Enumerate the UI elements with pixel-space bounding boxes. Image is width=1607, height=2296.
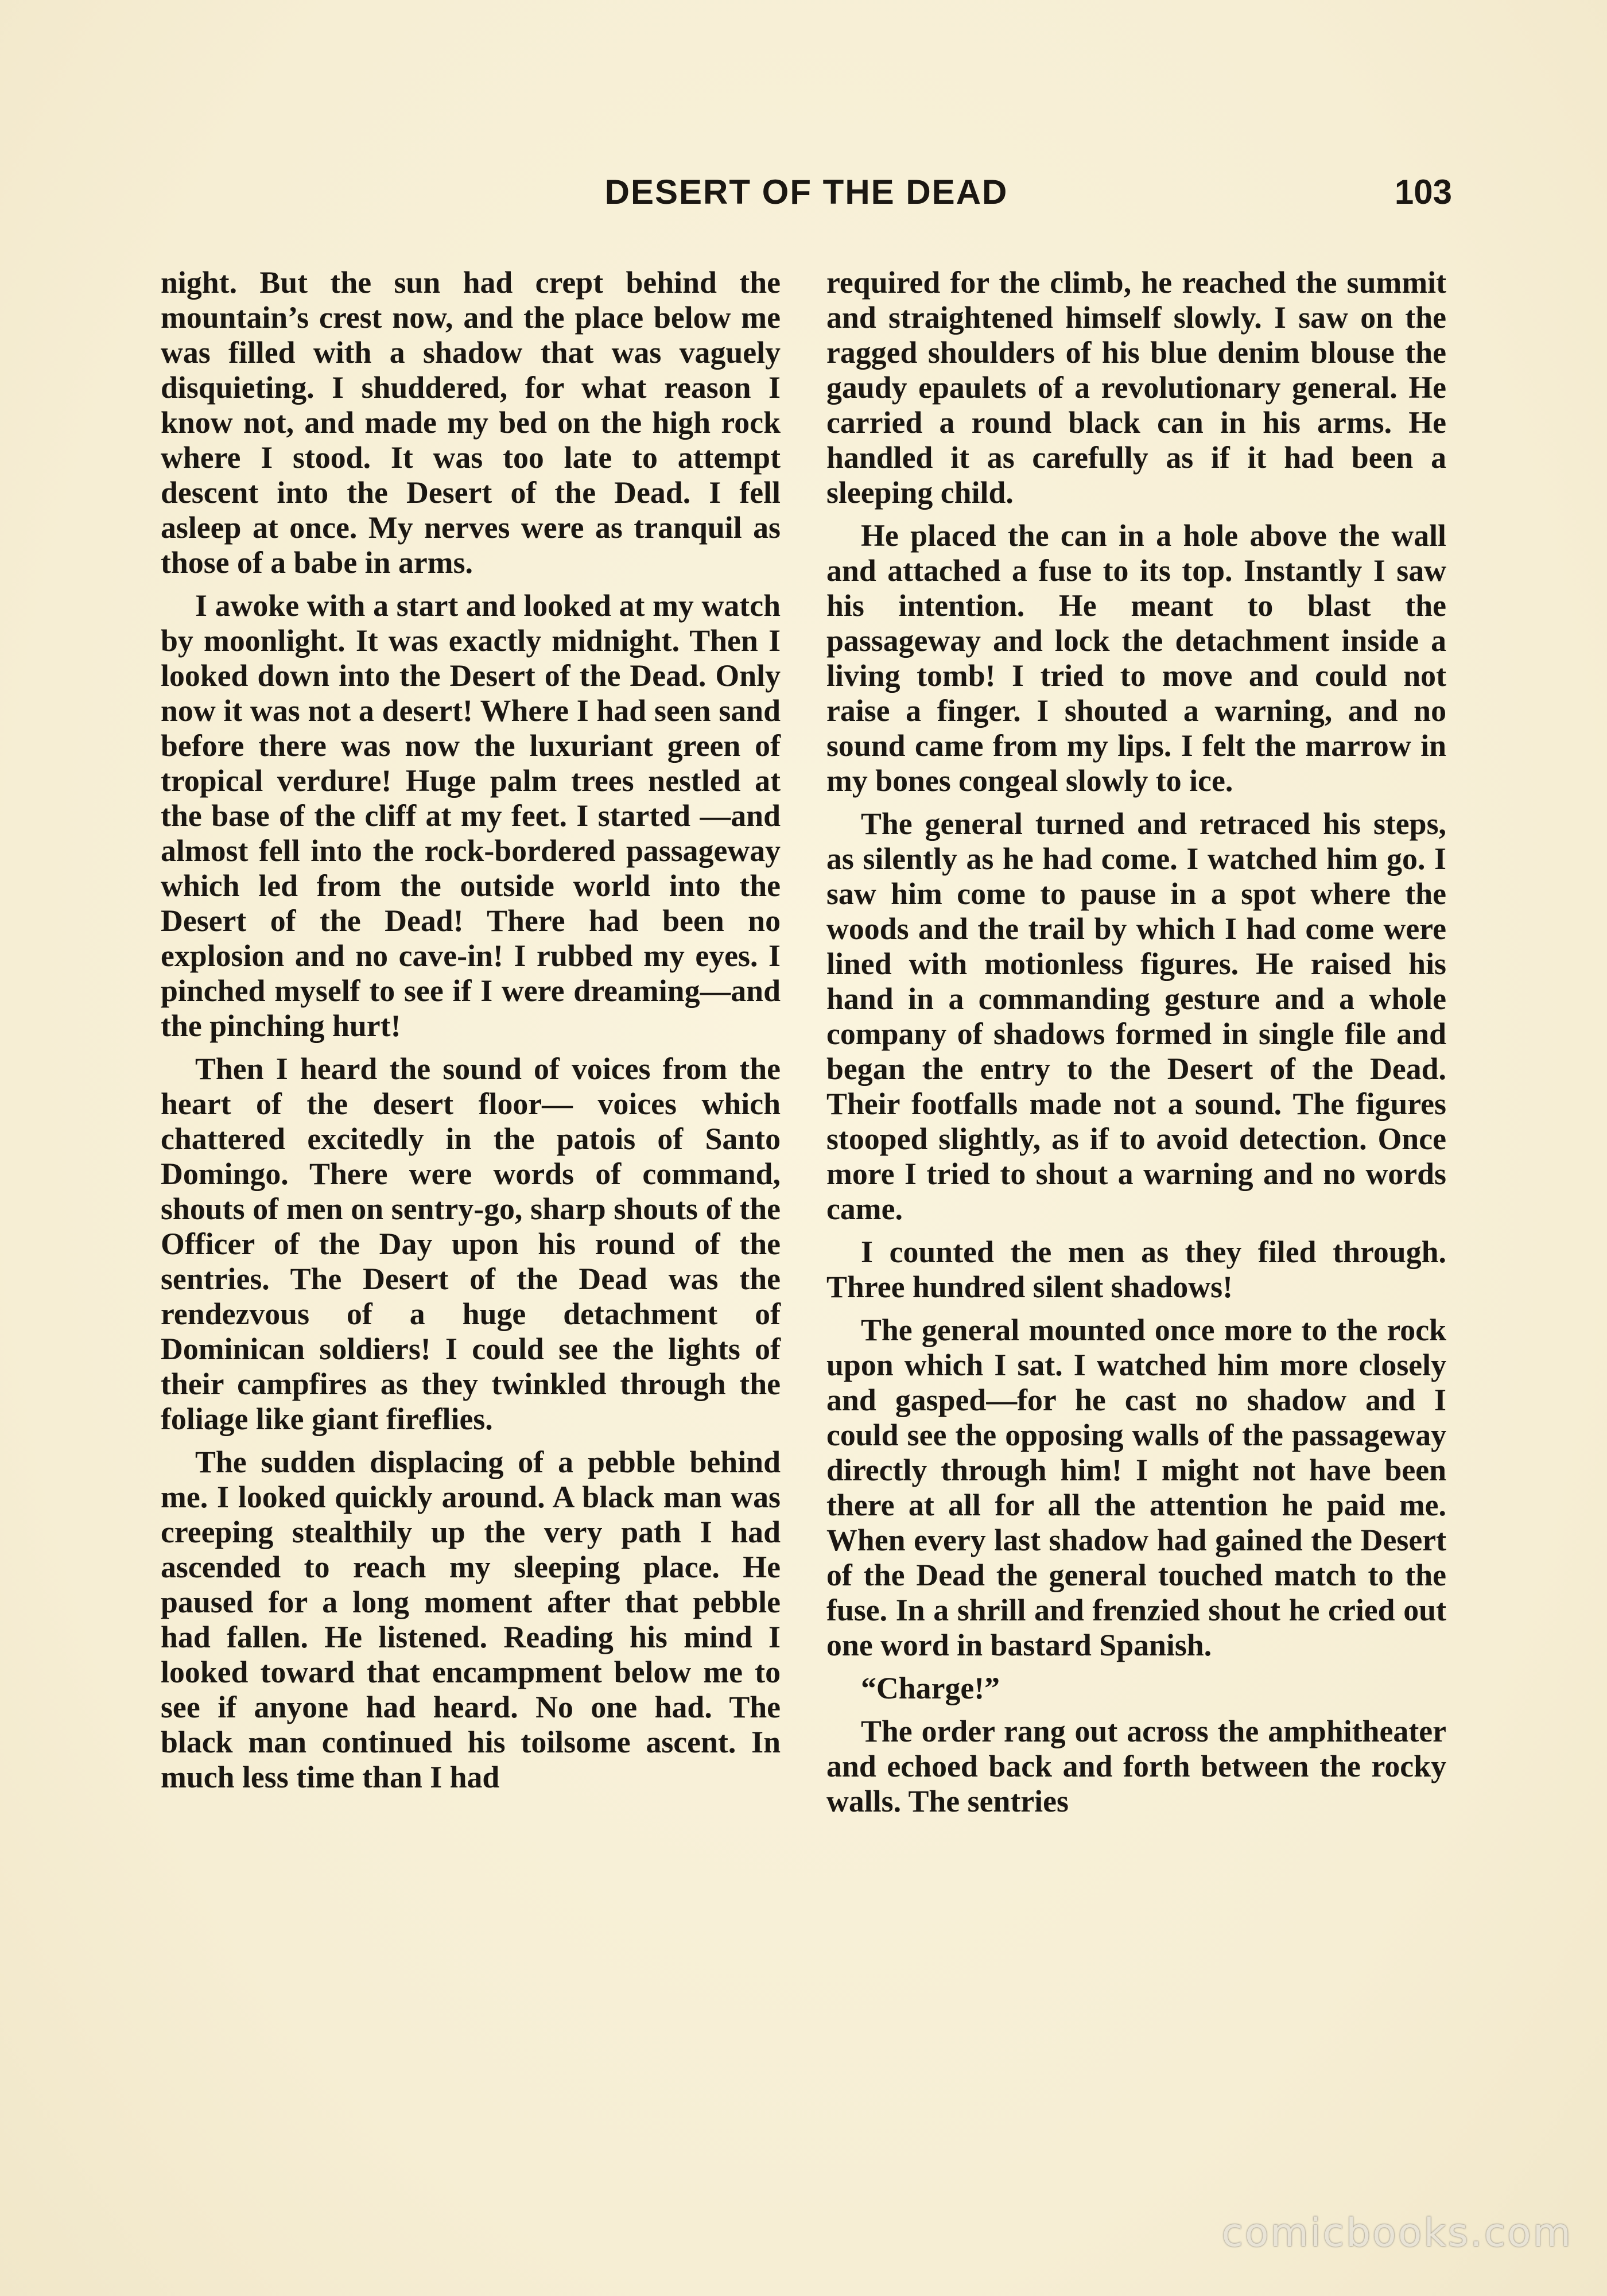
paragraph: required for the climb, he reached the summit and straightened himself slowly. I saw on the ragged shoulders of his blue denim blouse the gaudy epaulets of a revolutionary general. He carried a round black can in his arms. He handled it as carefully as if it had been a sleeping child. bbox=[826, 265, 1446, 510]
page-number: 103 bbox=[1394, 173, 1452, 211]
paragraph: The sudden displacing of a pebble behind me. I looked quickly around. A black man was creeping stealthily up the very path I had ascended to reach my sleeping place. He paused for a long moment after that pebble had fallen. He listened. Reading his mind I looked toward that encampment below me to see if anyone had heard. No one had. The black man continued his toilsome ascent. In much less time than I had bbox=[161, 1445, 781, 1794]
paragraph: The order rang out across the amphitheater and echoed back and forth between the rocky walls. The sentries bbox=[826, 1714, 1446, 1818]
paragraph: I counted the men as they filed through. Three hundred silent shadows! bbox=[826, 1235, 1446, 1304]
paragraph: night. But the sun had crept behind the mountain’s crest now, and the place below me was filled with a shadow that was vaguely disquieting. I shuddered, for what reason I know not, and made my bed on the high rock where I stood. It was too late to attempt descent into the Desert of the Dead. I fell asleep at once. My nerves were as tranquil as those of a babe in arms. bbox=[161, 265, 781, 580]
paragraph: Then I heard the sound of voices from the heart of the desert floor— voices which chattered excitedly in the patois of Santo Domingo. There were words of command, shouts of men on sentry-go, sharp shouts of the Officer of the Day upon his round of the sentries. The Desert of the Dead was the rendezvous of a huge detachment of Dominican soldiers! I could see the lights of their campfires as they twinkled through the foliage like giant fireflies. bbox=[161, 1052, 781, 1436]
paragraph: The general turned and retraced his steps, as silently as he had come. I watched him go. I saw him come to pause in a spot where the woods and the trail by which I had come were lined with motionless figures. He raised his hand in a commanding gesture and a whole company of shadows formed in single file and began the entry to the Desert of the Dead. Their footfalls made not a sound. The figures stooped slightly, as if to avoid detection. Once more I tried to shout a warning and no words came. bbox=[826, 806, 1446, 1226]
watermark: comicbooks.com bbox=[1221, 2210, 1573, 2256]
paragraph: I awoke with a start and looked at my watch by moonlight. It was exactly midnight. Then I looked down into the Desert of the Dead. Only now it was not a desert! Where I had seen sand before there was now the luxuriant green of tropical verdure! Huge palm trees nestled at the base of the cliff at my feet. I started —and almost fell into the rock-bordered passageway which led from the outside world into the Desert of the Dead! There had been no explosion and no cave-in! I rubbed my eyes. I pinched myself to see if I were dreaming—and the pinching hurt! bbox=[161, 588, 781, 1043]
paragraph: He placed the can in a hole above the wall and attached a fuse to its top. Instantly I saw his intention. He meant to blast the passageway and lock the detachment inside a living tomb! I tried to move and could not raise a finger. I shouted a warning, and no sound came from my lips. I felt the marrow in my bones congeal slowly to ice. bbox=[826, 518, 1446, 798]
page-header bbox=[161, 172, 1452, 224]
right-column bbox=[826, 265, 1446, 1827]
running-title: DESERT OF THE DEAD bbox=[604, 173, 1008, 211]
paragraph: The general mounted once more to the rock upon which I sat. I watched him more closely and gasped—for he cast no shadow and I could see the opposing walls of the passageway directly through him! I might not have been there at all for all the attention he paid me. When every last shadow had gained the Desert of the Dead the general touched match to the fuse. In a shrill and frenzied shout he cried out one word in bastard Spanish. bbox=[826, 1313, 1446, 1662]
paragraph: “Charge!” bbox=[861, 1671, 1000, 1705]
left-column bbox=[161, 265, 781, 1803]
